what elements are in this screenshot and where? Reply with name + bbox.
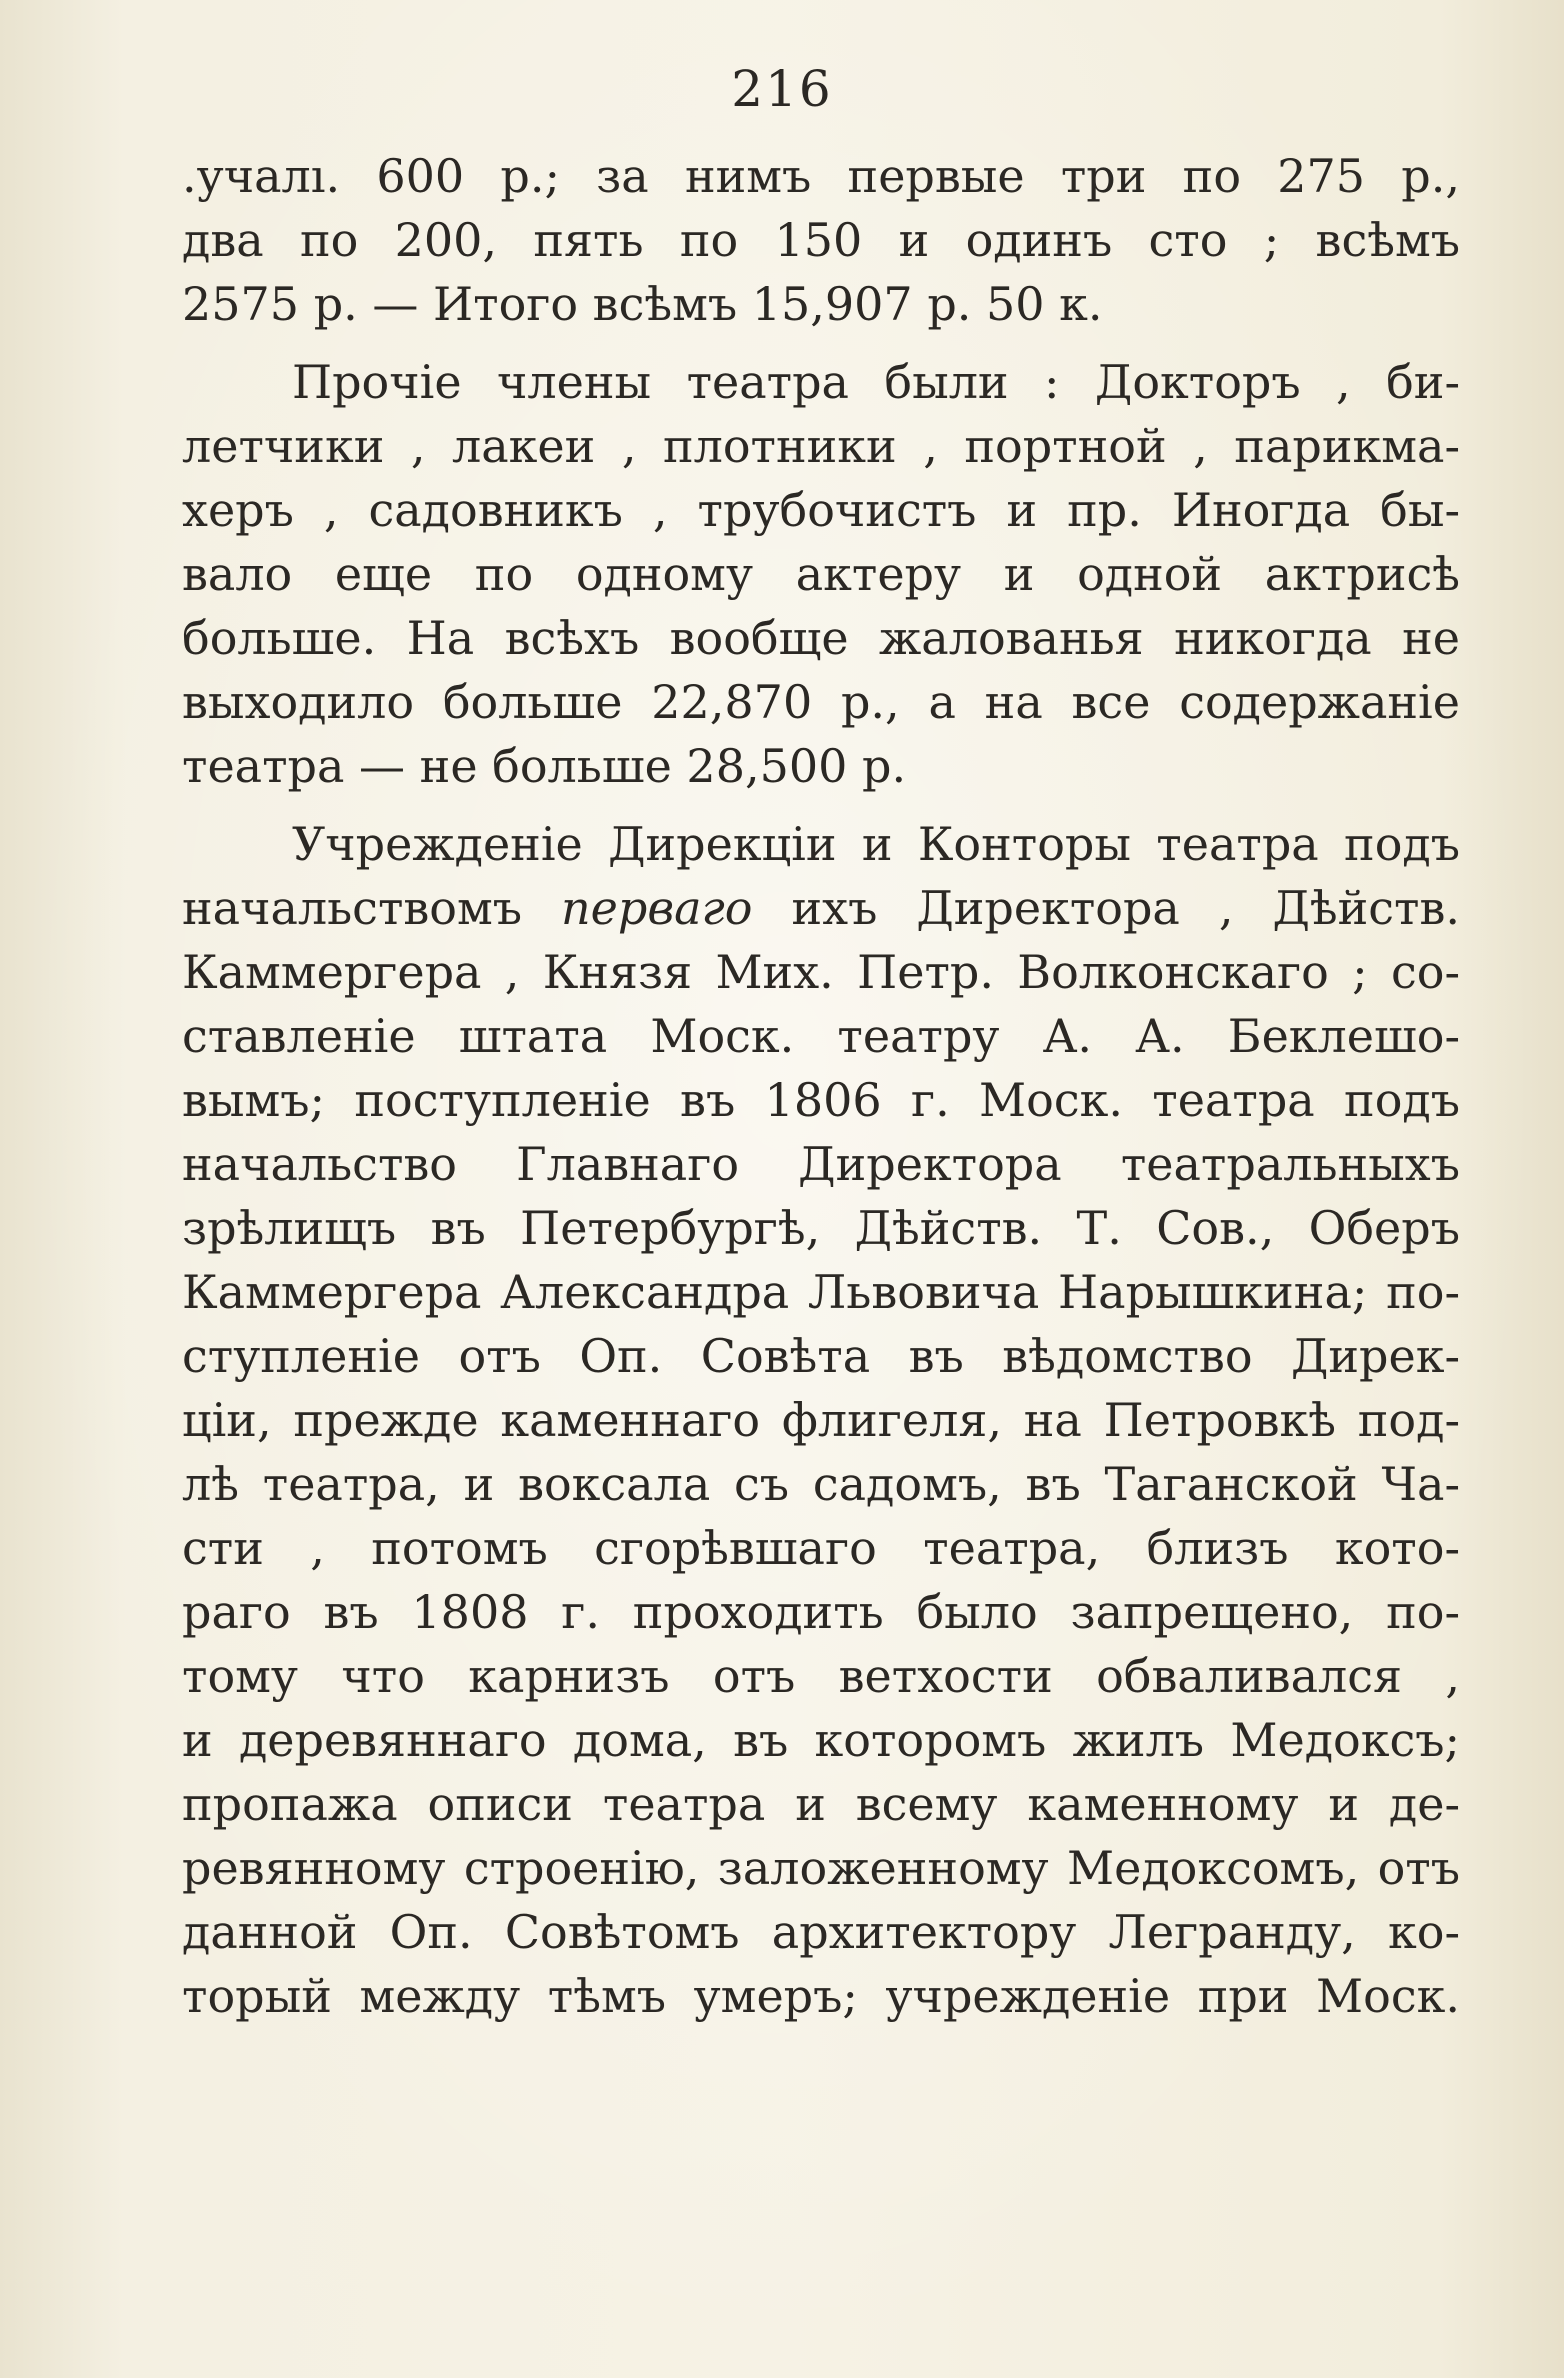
text-line: раго въ 1808 г. проходить было запрещено, по- (182, 1585, 1460, 1639)
text-line: больше. На всѣхъ вообще жалованья никогда не (182, 611, 1460, 665)
text-line: Учрежденіе Дирекціи и Конторы театра подъ (292, 817, 1460, 871)
text-line: ставленіе штата Моск. театру А. А. Беклешо- (182, 1009, 1460, 1063)
text-line: ціи, прежде каменнаго флигеля, на Петровкѣ под- (182, 1393, 1460, 1447)
text-line: летчики , лакеи , плотники , портной , парикма- (182, 419, 1460, 473)
text-line: вымъ; поступленіе въ 1806 г. Моск. театра подъ (182, 1073, 1460, 1127)
text-line: Каммергера , Князя Мих. Петр. Волконскаго ; со- (182, 945, 1460, 999)
text-line: и деревяннаго дома, въ которомъ жилъ Медоксъ; (182, 1713, 1460, 1767)
text-line: театра — не больше 28,500 р. (182, 739, 907, 793)
text-line: данной Оп. Совѣтомъ архитектору Легранду, ко- (182, 1905, 1460, 1959)
italic-word: перваго (561, 881, 753, 935)
text-line: торый между тѣмъ умеръ; учрежденіе при Моск. (182, 1969, 1460, 2023)
text-line: .учалı. 600 р.; за нимъ первые три по 275 р., (182, 149, 1460, 203)
text-line: начальство Главнаго Директора театральныхъ (182, 1137, 1460, 1191)
text-line: Каммергера Александра Львовича Нарышкина; по- (182, 1265, 1460, 1319)
text-line: ревянному строенію, заложенному Медоксомъ, отъ (182, 1841, 1460, 1895)
paragraph-1 (182, 144, 1460, 336)
text-line: зрѣлищъ въ Петербургѣ, Дѣйств. Т. Сов., Оберъ (182, 1201, 1460, 1255)
text-line: херъ , садовникъ , трубочистъ и пр. Иногда бы- (182, 483, 1460, 537)
text-line: вало еще по одному актеру и одной актрисѣ (182, 547, 1460, 601)
text-line: лѣ театра, и воксала съ садомъ, въ Таганской Ча- (182, 1457, 1460, 1511)
text-line: выходило больше 22,870 р., а на все содержаніе (182, 675, 1460, 729)
text-line: два по 200, пять по 150 и одинъ сто ; всѣмъ (182, 213, 1460, 267)
paragraph-3 (182, 812, 1460, 2028)
text-line: 2575 р. — Итого всѣмъ 15,907 р. 50 к. (182, 277, 1103, 331)
text-line: начальствомъ перваго ихъ Директора , Дѣйств. (182, 881, 1460, 935)
paragraph-2 (182, 350, 1460, 798)
page-number: 216 (731, 60, 833, 118)
text-line: Прочіе члены театра были : Докторъ , би- (292, 355, 1460, 409)
text-line: пропажа описи театра и всему каменному и де- (182, 1777, 1460, 1831)
text-line: ступленіе отъ Оп. Совѣта въ вѣдомство Дирек- (182, 1329, 1460, 1383)
body-text (182, 144, 1460, 2028)
text-line: сти , потомъ сгорѣвшаго театра, близъ кото- (182, 1521, 1460, 1575)
text-line: тому что карнизъ отъ ветхости обваливался , (182, 1649, 1460, 1703)
